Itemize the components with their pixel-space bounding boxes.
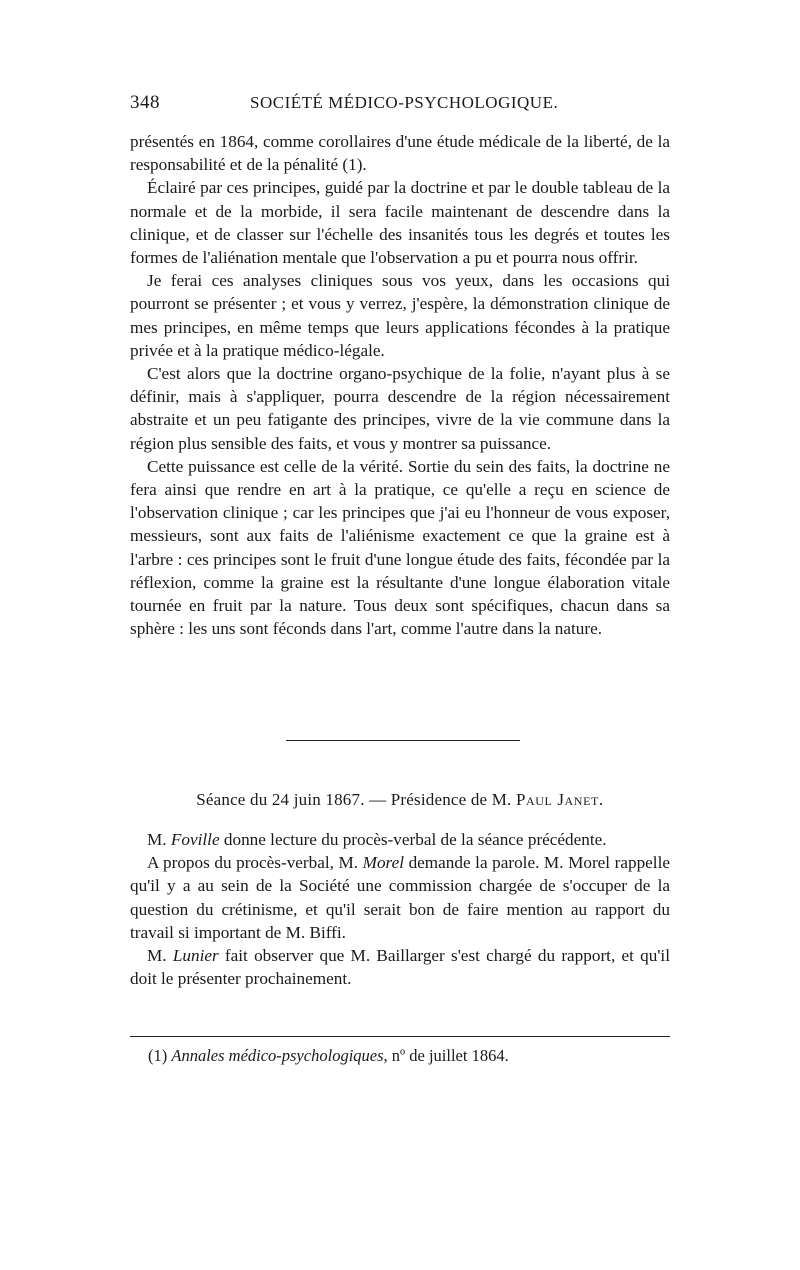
minutes-p2-text: demande la parole. M. Morel rappelle qu'il y a au sein de la Société une commission chargée de s'occuper de la question du crétinisme, et qu'il serait bon de faire mention au rapport du travail si important de M. Biffi. <box>130 853 670 942</box>
footnote-rule <box>130 1036 670 1037</box>
minutes-p1-text: donne lecture du procès-verbal de la séance précédente. <box>219 830 607 849</box>
minutes-p2-prefix: A propos du procès-verbal, M. <box>147 853 363 873</box>
footnote-title: Annales médico-psychologiques <box>171 1046 384 1065</box>
footnote-text: , nº de juillet 1864. <box>383 1046 509 1065</box>
member-name-morel: Morel <box>362 853 405 873</box>
minutes-p1-prefix: M. <box>147 830 171 849</box>
footnote <box>148 1046 668 1066</box>
seance-heading <box>130 790 670 810</box>
member-name-foville: Foville <box>170 830 220 849</box>
page-body <box>130 92 670 640</box>
paragraph-2: Éclairé par ces principes, guidé par la doctrine et par le double tableau de la normale et de la morbide, il sera facile maintenant de descendre dans la clinique, et de classer sur l'échelle des insanités tous les degrés et toutes les formes de l'aliénation mentale que l'observation a pu et pourra nous offrir. <box>130 178 670 268</box>
seance-date: Séance du 24 juin 1867. — Présidence de M. <box>196 790 516 809</box>
paragraph-5: Cette puissance est celle de la vérité. Sortie du sein des faits, la doctrine ne fera ainsi que rendre en art à la pratique, ce qu'elle a reçu en science de l'observation clinique ; car les principes que j'ai eu l'honneur de vous exposer, messieurs, sont aux faits de l'aliénisme exactement ce que la graine est à l'arbre : ces principes sont le fruit d'une longue étude des faits, fécondée par la réflexion, comme la graine est la résultante d'une longue élaboration vitale tournée en fruit par la nature. Tous deux sont spécifiques, chacun dans sa sphère : les uns sont féconds dans l'art, comme l'autre dans la nature. <box>130 456 670 639</box>
running-header <box>130 92 670 120</box>
member-name-lunier: Lunier <box>172 946 219 966</box>
seance-president: Paul Janet. <box>515 790 604 809</box>
minutes-p3-text: fait observer que M. Baillarger s'est chargé du rapport, et qu'il doit le présenter prochainement. <box>130 946 670 989</box>
minutes-p3-prefix: M. <box>147 946 173 966</box>
minutes-paragraph-3 <box>130 944 670 990</box>
section-divider <box>286 740 520 741</box>
page-number: 348 <box>130 92 160 113</box>
paragraph-1: présentés en 1864, comme corollaires d'une étude médicale de la liberté, de la responsabilité et de la pénalité (1). <box>130 132 670 175</box>
footnote-marker: (1) <box>148 1046 172 1065</box>
paragraph-3: Je ferai ces analyses cliniques sous vos yeux, dans les occasions qui pourront se présenter ; et vous y verrez, j'espère, la démonstration clinique de mes principes, en même temps que leurs applications fécondes à la pratique privée et à la pratique médico-légale. <box>130 271 670 360</box>
minutes-paragraph-1 <box>130 828 670 851</box>
minutes-paragraph-2 <box>130 851 670 944</box>
running-title: SOCIÉTÉ MÉDICO-PSYCHOLOGIQUE. <box>250 93 559 112</box>
paragraph-4: C'est alors que la doctrine organo-psychique de la folie, n'ayant plus à se définir, mais à s'appliquer, pourra descendre de la région nécessairement abstraite et un peu fatigante des principes, vivre de la vie commune dans la région plus sensible des faits, et vous y montrer sa puissance. <box>130 364 670 453</box>
minutes-body <box>130 828 670 990</box>
